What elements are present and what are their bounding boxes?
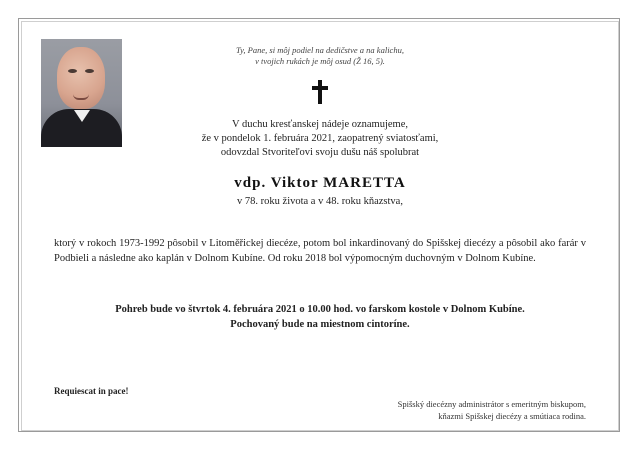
quote-line-1: Ty, Pane, si môj podiel na dedičstve a na kalichu,: [236, 45, 404, 55]
quote-line-2: v tvojich rukách je môj osud (Ž 16, 5).: [255, 56, 385, 66]
signature-line-1: Spišský diecézny administrátor s emeritným biskupom,: [397, 399, 586, 409]
funeral-info: [54, 302, 586, 332]
age-line: v 78. roku života a v 48. roku kňazstva,: [237, 196, 403, 207]
eye-right: [85, 69, 94, 73]
latin-cross-icon: [306, 78, 334, 106]
signature-block: [286, 398, 586, 422]
portrait-photo: [41, 39, 122, 147]
scripture-quote: [200, 45, 440, 67]
deceased-name: vdp. Viktor MARETTA: [234, 175, 406, 191]
biography-paragraph: ktorý v rokoch 1973-1992 pôsobil v Litoměřickej diecéze, potom bol inkardinovaný do Spišskej diecézy a pôsobil ako farár v Podbieli a následne ako kaplán v Dolnom Kubíne. Od roku 2018 bol výpomocným duchovným v Dolnom Kubíne.: [54, 238, 586, 264]
announcement-intro: [150, 118, 490, 160]
funeral-line-1: Pohreb bude vo štvrtok 4. februára 2021 o 10.00 hod. vo farskom kostole v Dolnom Kubíne.: [115, 304, 525, 315]
intro-line-2: že v pondelok 1. februára 2021, zaopatrený sviatosťami,: [201, 133, 439, 144]
signature-line-2: kňazmi Spišskej diecézy a smútiaca rodina.: [438, 411, 586, 421]
closing-phrase: Requiescat in pace!: [54, 386, 129, 396]
funeral-line-2: Pochovaný bude na miestnom cintoríne.: [230, 319, 410, 330]
eye-left: [68, 69, 77, 73]
intro-line-1: V duchu kresťanskej nádeje oznamujeme,: [231, 119, 409, 130]
intro-line-3: odovzdal Stvoriteľovi svoju dušu náš spolubrat: [220, 147, 420, 158]
